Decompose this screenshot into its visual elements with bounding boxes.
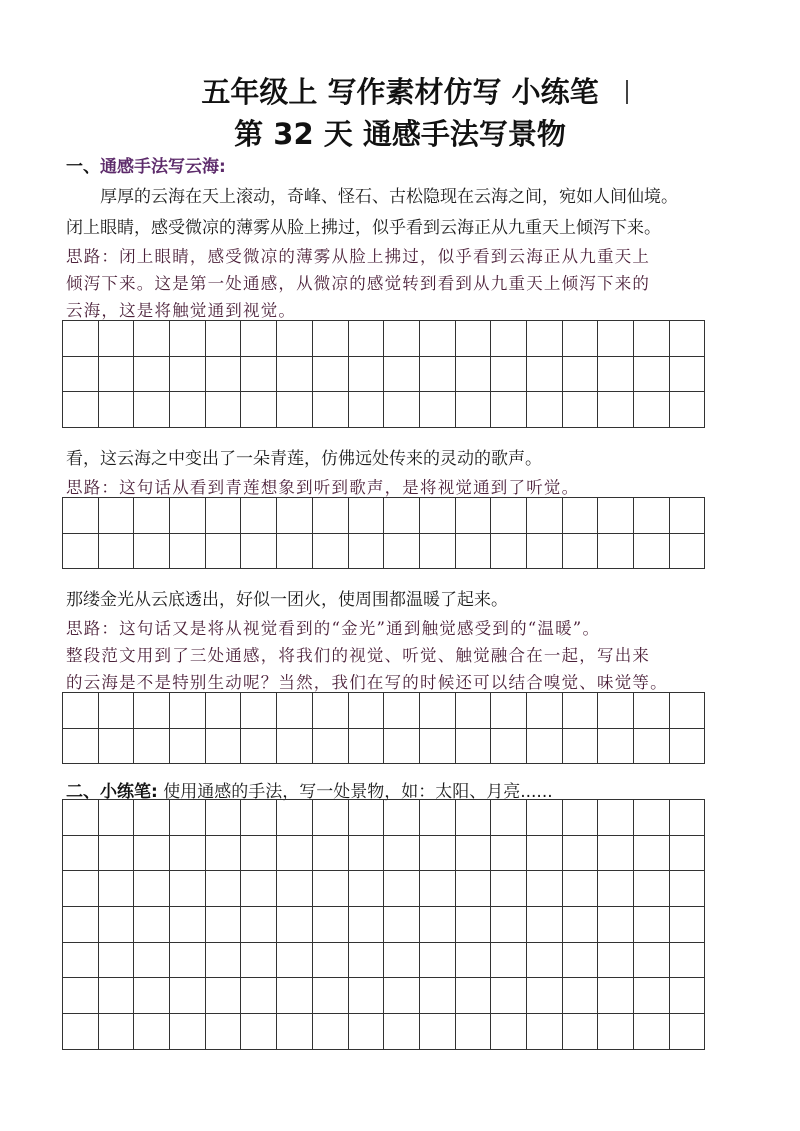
section2-title: 小练笔: xyxy=(100,782,158,802)
grid-cell xyxy=(598,835,634,871)
grid-cell xyxy=(98,728,134,764)
grid-cell xyxy=(526,498,562,534)
grid-cell xyxy=(491,835,527,871)
grid-row xyxy=(63,978,705,1014)
grid-cell xyxy=(312,800,348,836)
grid-cell xyxy=(526,533,562,569)
grid-cell xyxy=(669,321,705,357)
grid-cell xyxy=(241,1014,277,1050)
grid-cell xyxy=(491,498,527,534)
grid-cell xyxy=(598,728,634,764)
grid-cell xyxy=(455,533,491,569)
grid-cell xyxy=(134,356,170,392)
grid-cell xyxy=(134,321,170,357)
grid-cell xyxy=(277,978,313,1014)
grid-cell xyxy=(312,835,348,871)
grid-cell xyxy=(384,800,420,836)
grid-cell xyxy=(562,907,598,943)
grid-cell xyxy=(419,728,455,764)
grid-cell xyxy=(205,392,241,428)
idea3-line1: 思路：这句话又是将从视觉看到的“金光”通到触觉感受到的“温暖”。 xyxy=(66,619,601,638)
grid-cell xyxy=(170,392,206,428)
grid-cell xyxy=(419,835,455,871)
grid-cell xyxy=(312,728,348,764)
grid-cell xyxy=(562,835,598,871)
grid-cell xyxy=(562,800,598,836)
grid-cell xyxy=(384,533,420,569)
paragraph2: 看，这云海之中变出了一朵青莲，仿佛远处传来的灵动的歌声。 xyxy=(66,449,542,469)
grid-cell xyxy=(669,533,705,569)
grid-cell xyxy=(562,356,598,392)
grid-cell xyxy=(63,978,99,1014)
grid-row xyxy=(63,942,705,978)
grid-cell xyxy=(669,800,705,836)
page-title: 五年级上 写作素材仿写 小练笔 xyxy=(201,75,599,109)
grid-cell xyxy=(562,1014,598,1050)
grid-cell xyxy=(277,800,313,836)
grid-cell xyxy=(348,942,384,978)
grid-cell xyxy=(634,871,670,907)
grid-cell xyxy=(312,356,348,392)
grid-cell xyxy=(491,800,527,836)
grid-cell xyxy=(241,978,277,1014)
grid-cell xyxy=(598,693,634,729)
grid-cell xyxy=(170,800,206,836)
grid-cell xyxy=(205,835,241,871)
grid-cell xyxy=(63,693,99,729)
grid-cell xyxy=(134,693,170,729)
grid-cell xyxy=(170,693,206,729)
grid-row xyxy=(63,728,705,764)
grid-cell xyxy=(241,800,277,836)
grid-cell xyxy=(205,728,241,764)
grid-cell xyxy=(348,978,384,1014)
grid-cell xyxy=(170,321,206,357)
grid-cell xyxy=(134,800,170,836)
grid-cell xyxy=(98,800,134,836)
grid-cell xyxy=(419,942,455,978)
grid-cell xyxy=(384,942,420,978)
grid-cell xyxy=(348,1014,384,1050)
grid-cell xyxy=(526,978,562,1014)
grid-cell xyxy=(526,392,562,428)
grid-cell xyxy=(205,498,241,534)
paragraph3: 那缕金光从云底透出，好似一团火，使周围都温暖了起来。 xyxy=(66,590,508,610)
grid-cell xyxy=(562,693,598,729)
grid-cell xyxy=(348,321,384,357)
grid-cell xyxy=(241,728,277,764)
grid-cell xyxy=(526,693,562,729)
grid-cell xyxy=(384,1014,420,1050)
grid-cell xyxy=(562,321,598,357)
grid-cell xyxy=(419,321,455,357)
grid-cell xyxy=(384,693,420,729)
grid-cell xyxy=(277,498,313,534)
grid-cell xyxy=(669,498,705,534)
grid-row xyxy=(63,392,705,428)
grid-cell xyxy=(419,907,455,943)
idea1-line3: 云海，这是将触觉通到视觉。 xyxy=(66,301,297,320)
grid-cell xyxy=(348,392,384,428)
grid-cell xyxy=(491,942,527,978)
writing-grid-2 xyxy=(62,497,705,569)
grid-cell xyxy=(384,907,420,943)
grid-cell xyxy=(134,942,170,978)
grid-cell xyxy=(98,835,134,871)
grid-cell xyxy=(312,978,348,1014)
grid-cell xyxy=(63,835,99,871)
grid-cell xyxy=(526,728,562,764)
grid-cell xyxy=(455,392,491,428)
grid-table xyxy=(62,799,705,1050)
grid-cell xyxy=(669,835,705,871)
grid-row xyxy=(63,871,705,907)
grid-cell xyxy=(384,871,420,907)
grid-cell xyxy=(205,1014,241,1050)
grid-row xyxy=(63,533,705,569)
grid-cell xyxy=(63,533,99,569)
grid-cell xyxy=(205,533,241,569)
idea3-line2: 整段范文用到了三处通感，将我们的视觉、听觉、触觉融合在一起，写出来 xyxy=(66,646,651,665)
grid-cell xyxy=(455,942,491,978)
grid-cell xyxy=(669,1014,705,1050)
grid-cell xyxy=(348,728,384,764)
grid-row xyxy=(63,835,705,871)
grid-cell xyxy=(491,533,527,569)
grid-row xyxy=(63,321,705,357)
grid-cell xyxy=(669,693,705,729)
grid-cell xyxy=(455,978,491,1014)
grid-row xyxy=(63,498,705,534)
grid-row xyxy=(63,693,705,729)
grid-cell xyxy=(455,693,491,729)
grid-cell xyxy=(562,942,598,978)
grid-cell xyxy=(205,693,241,729)
grid-cell xyxy=(241,907,277,943)
grid-cell xyxy=(277,871,313,907)
grid-cell xyxy=(455,871,491,907)
grid-cell xyxy=(277,533,313,569)
grid-cell xyxy=(634,728,670,764)
grid-cell xyxy=(562,392,598,428)
grid-cell xyxy=(63,800,99,836)
grid-cell xyxy=(455,835,491,871)
page-subtitle: 第 32 天 通感手法写景物 xyxy=(234,117,566,151)
grid-cell xyxy=(241,356,277,392)
grid-cell xyxy=(526,942,562,978)
grid-cell xyxy=(170,728,206,764)
grid-cell xyxy=(491,1014,527,1050)
grid-cell xyxy=(241,871,277,907)
grid-cell xyxy=(241,942,277,978)
grid-cell xyxy=(598,907,634,943)
grid-cell xyxy=(634,498,670,534)
grid-cell xyxy=(669,871,705,907)
grid-cell xyxy=(312,321,348,357)
grid-cell xyxy=(634,835,670,871)
grid-cell xyxy=(63,321,99,357)
grid-cell xyxy=(634,978,670,1014)
grid-cell xyxy=(312,907,348,943)
grid-cell xyxy=(384,978,420,1014)
grid-cell xyxy=(277,693,313,729)
grid-cell xyxy=(491,978,527,1014)
grid-cell xyxy=(170,978,206,1014)
grid-cell xyxy=(277,907,313,943)
grid-cell xyxy=(205,800,241,836)
grid-cell xyxy=(634,392,670,428)
grid-cell xyxy=(384,356,420,392)
grid-cell xyxy=(312,392,348,428)
grid-cell xyxy=(312,1014,348,1050)
grid-cell xyxy=(63,728,99,764)
grid-cell xyxy=(634,800,670,836)
grid-cell xyxy=(634,907,670,943)
grid-cell xyxy=(598,871,634,907)
grid-cell xyxy=(419,356,455,392)
grid-cell xyxy=(384,321,420,357)
grid-cell xyxy=(134,978,170,1014)
grid-cell xyxy=(598,800,634,836)
grid-cell xyxy=(170,533,206,569)
grid-cell xyxy=(134,498,170,534)
grid-cell xyxy=(277,1014,313,1050)
section1-title: 通感手法写云海: xyxy=(100,157,226,177)
grid-cell xyxy=(241,392,277,428)
grid-cell xyxy=(491,871,527,907)
grid-cell xyxy=(98,871,134,907)
grid-cell xyxy=(526,321,562,357)
grid-cell xyxy=(491,907,527,943)
grid-cell xyxy=(241,321,277,357)
grid-cell xyxy=(98,533,134,569)
grid-cell xyxy=(277,321,313,357)
grid-cell xyxy=(170,498,206,534)
grid-table xyxy=(62,692,705,764)
grid-cell xyxy=(63,356,99,392)
grid-cell xyxy=(63,871,99,907)
grid-cell xyxy=(419,392,455,428)
grid-cell xyxy=(526,356,562,392)
grid-cell xyxy=(526,907,562,943)
grid-row xyxy=(63,1014,705,1050)
grid-cell xyxy=(598,1014,634,1050)
grid-cell xyxy=(419,800,455,836)
section1-heading xyxy=(66,152,226,177)
grid-cell xyxy=(348,498,384,534)
grid-cell xyxy=(170,356,206,392)
grid-cell xyxy=(598,392,634,428)
grid-cell xyxy=(455,356,491,392)
grid-cell xyxy=(669,356,705,392)
grid-cell xyxy=(241,835,277,871)
grid-cell xyxy=(63,1014,99,1050)
text-cursor xyxy=(626,80,628,104)
writing-grid-4 xyxy=(62,799,705,1050)
grid-cell xyxy=(134,871,170,907)
grid-cell xyxy=(63,392,99,428)
grid-cell xyxy=(312,871,348,907)
grid-cell xyxy=(384,392,420,428)
grid-cell xyxy=(669,978,705,1014)
grid-cell xyxy=(455,498,491,534)
grid-cell xyxy=(205,356,241,392)
grid-cell xyxy=(277,356,313,392)
grid-cell xyxy=(98,321,134,357)
grid-cell xyxy=(134,907,170,943)
grid-cell xyxy=(134,392,170,428)
grid-row xyxy=(63,907,705,943)
grid-cell xyxy=(348,693,384,729)
grid-cell xyxy=(134,728,170,764)
grid-cell xyxy=(598,533,634,569)
grid-cell xyxy=(455,800,491,836)
grid-cell xyxy=(669,392,705,428)
grid-cell xyxy=(312,498,348,534)
grid-cell xyxy=(634,356,670,392)
grid-cell xyxy=(491,728,527,764)
grid-cell xyxy=(526,835,562,871)
grid-cell xyxy=(98,356,134,392)
grid-cell xyxy=(205,942,241,978)
grid-cell xyxy=(205,871,241,907)
section1-number: 一、 xyxy=(66,157,100,177)
grid-cell xyxy=(98,1014,134,1050)
grid-cell xyxy=(134,1014,170,1050)
writing-grid-1 xyxy=(62,320,705,428)
grid-cell xyxy=(241,533,277,569)
grid-cell xyxy=(312,942,348,978)
grid-cell xyxy=(348,835,384,871)
grid-cell xyxy=(98,942,134,978)
grid-cell xyxy=(634,321,670,357)
grid-cell xyxy=(419,693,455,729)
grid-row xyxy=(63,800,705,836)
grid-cell xyxy=(205,907,241,943)
paragraph1-line2: 闭上眼睛，感受微凉的薄雾从脸上拂过，似乎看到云海正从九重天上倾泻下来。 xyxy=(66,218,661,238)
grid-cell xyxy=(205,978,241,1014)
grid-cell xyxy=(562,533,598,569)
grid-cell xyxy=(598,978,634,1014)
grid-cell xyxy=(491,356,527,392)
grid-cell xyxy=(669,907,705,943)
grid-cell xyxy=(419,1014,455,1050)
grid-cell xyxy=(205,321,241,357)
grid-cell xyxy=(491,392,527,428)
grid-cell xyxy=(241,693,277,729)
grid-cell xyxy=(598,498,634,534)
grid-cell xyxy=(170,835,206,871)
grid-cell xyxy=(669,728,705,764)
writing-grid-3 xyxy=(62,692,705,764)
grid-cell xyxy=(348,356,384,392)
grid-cell xyxy=(277,942,313,978)
grid-cell xyxy=(170,1014,206,1050)
grid-cell xyxy=(277,392,313,428)
grid-cell xyxy=(455,728,491,764)
grid-cell xyxy=(634,693,670,729)
grid-cell xyxy=(312,533,348,569)
grid-cell xyxy=(634,942,670,978)
grid-cell xyxy=(134,835,170,871)
idea3-line3: 的云海是不是特别生动呢？当然，我们在写的时候还可以结合嗅觉、味觉等。 xyxy=(66,673,668,692)
grid-cell xyxy=(170,942,206,978)
grid-cell xyxy=(562,978,598,1014)
grid-cell xyxy=(63,942,99,978)
grid-cell xyxy=(277,728,313,764)
grid-cell xyxy=(241,498,277,534)
grid-cell xyxy=(491,321,527,357)
section2-number: 二、 xyxy=(66,782,100,802)
grid-cell xyxy=(419,871,455,907)
grid-cell xyxy=(598,321,634,357)
grid-cell xyxy=(384,498,420,534)
grid-cell xyxy=(348,871,384,907)
grid-cell xyxy=(170,907,206,943)
grid-cell xyxy=(348,533,384,569)
grid-cell xyxy=(455,321,491,357)
grid-cell xyxy=(598,942,634,978)
grid-cell xyxy=(98,392,134,428)
grid-table xyxy=(62,320,705,428)
idea1-line2: 倾泻下来。这是第一处通感，从微凉的感觉转到看到从九重天上倾泻下来的 xyxy=(66,274,651,293)
grid-table xyxy=(62,497,705,569)
grid-cell xyxy=(526,871,562,907)
grid-cell xyxy=(419,533,455,569)
grid-cell xyxy=(384,835,420,871)
grid-cell xyxy=(312,693,348,729)
grid-cell xyxy=(526,800,562,836)
grid-cell xyxy=(634,1014,670,1050)
grid-cell xyxy=(562,871,598,907)
grid-cell xyxy=(598,356,634,392)
grid-cell xyxy=(419,498,455,534)
idea1-line1: 思路：闭上眼睛，感受微凉的薄雾从脸上拂过，似乎看到云海正从九重天上 xyxy=(66,247,651,266)
grid-cell xyxy=(491,693,527,729)
grid-cell xyxy=(348,907,384,943)
grid-cell xyxy=(669,942,705,978)
grid-cell xyxy=(562,728,598,764)
grid-cell xyxy=(526,1014,562,1050)
grid-cell xyxy=(384,728,420,764)
grid-cell xyxy=(455,1014,491,1050)
grid-cell xyxy=(63,907,99,943)
grid-cell xyxy=(63,498,99,534)
grid-cell xyxy=(562,498,598,534)
grid-cell xyxy=(348,800,384,836)
grid-cell xyxy=(455,907,491,943)
paragraph1-line1: 厚厚的云海在天上滚动，奇峰、怪石、古松隐现在云海之间，宛如人间仙境。 xyxy=(100,187,678,207)
grid-cell xyxy=(98,978,134,1014)
grid-cell xyxy=(98,693,134,729)
grid-cell xyxy=(98,498,134,534)
grid-cell xyxy=(98,907,134,943)
grid-cell xyxy=(634,533,670,569)
grid-cell xyxy=(170,871,206,907)
grid-cell xyxy=(134,533,170,569)
section2-instruction: 使用通感的手法，写一处景物，如：太阳、月亮...... xyxy=(163,782,553,802)
grid-cell xyxy=(419,978,455,1014)
grid-row xyxy=(63,356,705,392)
idea2: 思路：这句话从看到青莲想象到听到歌声，是将视觉通到了听觉。 xyxy=(66,478,580,497)
grid-cell xyxy=(277,835,313,871)
